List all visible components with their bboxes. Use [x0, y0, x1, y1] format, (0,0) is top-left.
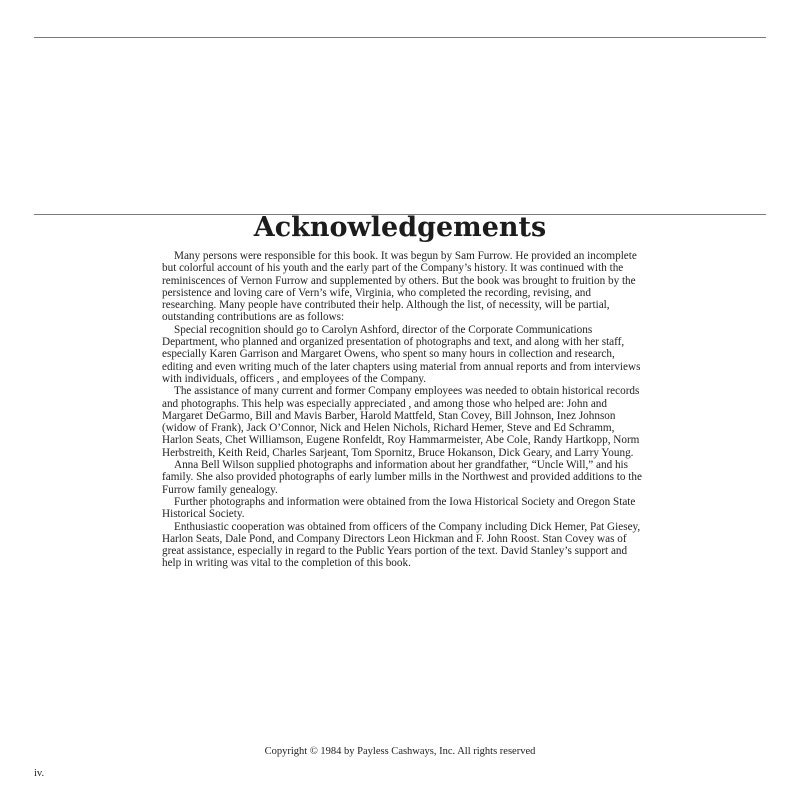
- page-title: Acknowledgements: [253, 212, 547, 243]
- page-number: iv.: [34, 768, 45, 779]
- acknowledgements-body: [162, 250, 648, 570]
- paragraph-company-officers: Enthusiastic cooperation was obtained from officers of the Company including Dick Hemer, Pat Giesey, Harlon Seats, Dale Pond, and Company Directors Leon Hickman and F. John Roost. Stan Covey was of great assistance, especially in regard to the Public Years portion of the text. David Stanley’s support and help in writing was vital to the completion of this book.: [162, 520, 641, 570]
- paragraph-anna-bell-wilson: Anna Bell Wilson supplied photographs and information about her grandfather, “Uncle Will,” and his family. She also provided photographs of early lumber mills in the Northwest and provided additions to the Furrow family genealogy.: [162, 459, 642, 496]
- paragraph-special-recognition: Special recognition should go to Carolyn Ashford, director of the Corporate Communications Department, who planned and organized presentation of photographs and text, and along with her staff, especially Karen Garrison and Margaret Owens, who spent so many hours in collection and research, editing and even writing much of the later chapters using material from annual reports and from interviews with individuals, officers , and employees of the Company.: [162, 323, 641, 385]
- copyright-notice: Copyright © 1984 by Payless Cashways, Inc. All rights reserved: [264, 746, 536, 757]
- paragraph-historical-societies: Further photographs and information were obtained from the Iowa Historical Society and Oregon State Historical Society.: [162, 495, 636, 521]
- paragraph-intro: Many persons were responsible for this book. It was begun by Sam Furrow. He provided an incomplete but colorful account of his youth and the early part of the Company’s history. It was continued with the reminiscences of Vernon Furrow and supplemented by others. But the book was brought to fruition by the persistence and loving care of Vern’s wife, Virginia, who completed the recording, revising, and researching. Many people have contributed their help. Although the list, of necessity, will be partial, outstanding contributions are as follows:: [162, 250, 637, 324]
- paragraph-employee-assistance: The assistance of many current and former Company employees was needed to obtain historical records and photographs. This help was especially appreciated , and among those who helped are: John and Margaret DeGarmo, Bill and Mavis Barber, Harold Mattfeld, Stan Covey, Bill Johnson, Inez Johnson (widow of Frank), Jack O’Connor, Nick and Helen Nichols, Richard Hemer, Steve and Ed Schramm, Harlon Seats, Chet Williamson, Eugene Ronfeldt, Roy Hammarmeister, Abe Cole, Randy Hartkopp, Norm Herbstreith, Keith Reid, Charles Sarjeant, Tom Spornitz, Bruce Hokanson, Dick Geary, and Larry Young.: [162, 385, 640, 459]
- top-rule: [34, 37, 766, 38]
